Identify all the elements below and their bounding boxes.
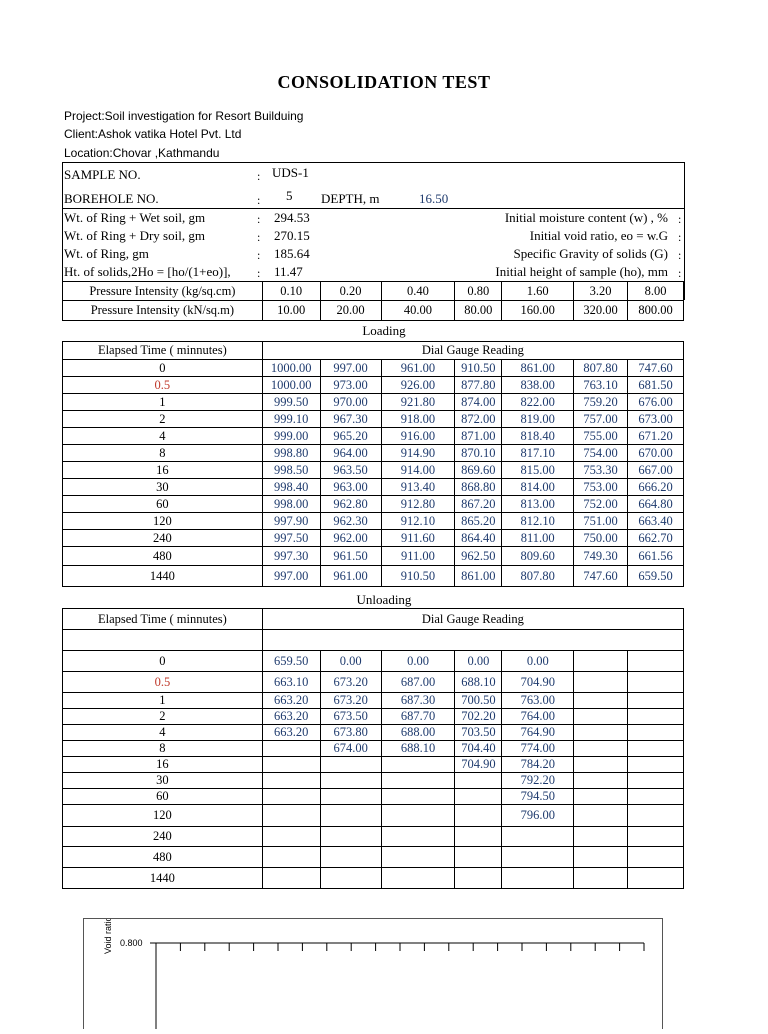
dial-reading: 1000.00 [262,377,320,394]
dial-reading: 664.80 [628,496,684,513]
dial-reading [455,773,502,789]
pressure-kn-value: 80.00 [455,301,502,321]
dial-reading: 0.00 [381,651,455,672]
dial-reading: 751.00 [574,513,628,530]
elapsed-time: 1440 [63,566,263,587]
dial-reading [574,741,628,757]
pressure-kn-row [63,301,684,321]
dial-reading: 872.00 [455,411,502,428]
dial-reading: 965.20 [320,428,381,445]
dial-reading: 861.00 [455,566,502,587]
dial-reading: 997.00 [262,566,320,587]
dial-reading: 663.20 [262,709,320,725]
pressure-kn-value: 800.00 [628,301,684,321]
dial-reading: 812.10 [502,513,574,530]
client-name: Client:Ashok vatika Hotel Pvt. Ltd [64,127,242,141]
dial-reading: 670.00 [628,445,684,462]
pressure-kg-value: 0.40 [381,282,455,301]
dial-reading [574,805,628,827]
dial-reading: 869.60 [455,462,502,479]
param-right-label: Initial moisture content (w) , % [504,210,668,225]
dial-reading [455,805,502,827]
dial-reading: 916.00 [381,428,455,445]
table-row [63,377,684,394]
dial-reading: 918.00 [381,411,455,428]
dial-reading [574,789,628,805]
dial-reading [320,789,381,805]
depth-value: 16.50 [419,191,449,206]
dial-reading [574,651,628,672]
dial-reading: 809.60 [502,547,574,566]
dial-reading [381,827,455,847]
dial-reading: 817.10 [502,445,574,462]
elapsed-time: 2 [63,411,263,428]
elapsed-time: 120 [63,513,263,530]
dial-reading [628,693,684,709]
pressure-kg-value: 1.60 [502,282,574,301]
table-row [63,566,684,587]
loading-header-row [63,342,684,360]
dial-reading: 997.50 [262,530,320,547]
dial-reading [320,805,381,827]
dial-reading [381,773,455,789]
dial-reading: 663.10 [262,672,320,693]
dial-reading: 673.00 [628,411,684,428]
dial-reading [574,725,628,741]
table-row [63,789,684,805]
dial-reading: 964.00 [320,445,381,462]
elapsed-time: 480 [63,547,263,566]
dial-reading [455,789,502,805]
dial-reading: 819.00 [502,411,574,428]
elapsed-time: 16 [63,757,263,773]
chart-frame [83,918,663,1029]
dial-reading [320,827,381,847]
borehole-value: 5 [286,188,293,203]
elapsed-time: 4 [63,725,263,741]
dial-reading: 973.00 [320,377,381,394]
dial-reading: 813.00 [502,496,574,513]
pressure-kn-value: 160.00 [502,301,574,321]
elapsed-time-header: Elapsed Time ( minnutes) [63,342,263,360]
dial-gauge-header: Dial Gauge Reading [262,609,683,630]
dial-reading: 814.00 [502,479,574,496]
dial-reading: 911.60 [381,530,455,547]
elapsed-time: 0 [63,360,263,377]
dial-reading: 962.50 [455,547,502,566]
elapsed-time: 0.5 [63,377,263,394]
dial-reading: 794.50 [502,789,574,805]
pressure-kg-row [63,282,684,301]
dial-reading: 662.70 [628,530,684,547]
dial-reading: 796.00 [502,805,574,827]
dial-reading [628,651,684,672]
pressure-kg-value: 0.80 [455,282,502,301]
dial-reading [574,847,628,868]
pressure-kg-value: 8.00 [628,282,684,301]
dial-reading: 867.20 [455,496,502,513]
dial-reading: 667.00 [628,462,684,479]
dial-reading: 961.50 [320,547,381,566]
dial-reading: 784.20 [502,757,574,773]
dial-reading: 764.00 [502,709,574,725]
dial-reading: 962.80 [320,496,381,513]
sample-value: UDS-1 [272,165,309,180]
dial-reading [455,827,502,847]
elapsed-time: 30 [63,773,263,789]
dial-reading [320,868,381,889]
pressure-kg-label: Pressure Intensity (kg/sq.cm) [63,282,263,301]
dial-reading [628,741,684,757]
dial-reading: 673.20 [320,693,381,709]
pressure-kn-value: 40.00 [381,301,455,321]
dial-reading [502,827,574,847]
dial-reading: 763.00 [502,693,574,709]
dial-reading: 838.00 [502,377,574,394]
dial-reading: 676.00 [628,394,684,411]
table-row [63,805,684,827]
dial-gauge-header: Dial Gauge Reading [262,342,683,360]
param-label: Wt. of Ring, gm [64,246,149,261]
elapsed-time: 60 [63,789,263,805]
dial-reading: 963.50 [320,462,381,479]
dial-reading [628,709,684,725]
chart-ytick-label: 0.800 [120,938,143,948]
param-right-label: Initial height of sample (ho), mm [495,264,668,279]
dial-reading [574,827,628,847]
table-row [63,479,684,496]
dial-reading [320,757,381,773]
pressure-kg-value: 3.20 [574,282,628,301]
dial-reading [502,847,574,868]
void-ratio-chart [84,919,662,1029]
dial-reading [628,868,684,889]
dial-reading: 687.30 [381,693,455,709]
dial-reading: 759.20 [574,394,628,411]
dial-reading: 663.20 [262,725,320,741]
dial-reading: 687.00 [381,672,455,693]
dial-reading: 807.80 [502,566,574,587]
dial-reading: 0.00 [455,651,502,672]
dial-reading: 659.50 [628,566,684,587]
dial-reading: 704.90 [455,757,502,773]
dial-reading: 868.80 [455,479,502,496]
dial-reading: 962.00 [320,530,381,547]
dial-reading [381,868,455,889]
elapsed-time: 0 [63,651,263,672]
table-row [63,725,684,741]
dial-reading: 912.80 [381,496,455,513]
dial-reading: 688.10 [381,741,455,757]
dial-reading: 673.80 [320,725,381,741]
dial-reading: 674.00 [320,741,381,757]
dial-reading: 963.00 [320,479,381,496]
table-row [63,693,684,709]
dial-reading: 865.20 [455,513,502,530]
elapsed-time: 8 [63,741,263,757]
dial-reading [574,757,628,773]
dial-reading: 910.50 [455,360,502,377]
unloading-blank-row [63,630,684,651]
table-row [63,709,684,725]
dial-reading: 912.10 [381,513,455,530]
dial-reading: 914.90 [381,445,455,462]
elapsed-time-header: Elapsed Time ( minnutes) [63,609,263,630]
table-row [63,445,684,462]
dial-reading: 659.50 [262,651,320,672]
dial-reading: 0.00 [502,651,574,672]
dial-reading: 822.00 [502,394,574,411]
dial-reading: 999.50 [262,394,320,411]
dial-reading [381,847,455,868]
dial-reading [628,757,684,773]
table-row [63,757,684,773]
dial-reading: 753.00 [574,479,628,496]
dial-reading [574,709,628,725]
dial-reading: 764.90 [502,725,574,741]
dial-reading [262,868,320,889]
dial-reading [262,827,320,847]
elapsed-time: 2 [63,709,263,725]
dial-reading: 861.00 [502,360,574,377]
dial-reading: 962.30 [320,513,381,530]
dial-reading [381,789,455,805]
dial-reading: 663.40 [628,513,684,530]
dial-reading: 999.00 [262,428,320,445]
param-value: 11.47 [274,264,303,279]
dial-reading: 763.10 [574,377,628,394]
table-row [63,547,684,566]
pressure-kn-value: 20.00 [320,301,381,321]
dial-reading: 961.00 [320,566,381,587]
dial-reading [455,847,502,868]
table-row [63,496,684,513]
table-row [63,530,684,547]
divider [62,208,684,209]
pressure-kg-value: 0.20 [320,282,381,301]
dial-reading: 774.00 [502,741,574,757]
dial-reading [628,789,684,805]
table-row [63,868,684,889]
elapsed-time: 1440 [63,868,263,889]
dial-reading: 688.00 [381,725,455,741]
pressure-kn-value: 10.00 [262,301,320,321]
param-label: Wt. of Ring + Dry soil, gm [64,228,205,243]
elapsed-time: 240 [63,827,263,847]
pressure-kn-value: 320.00 [574,301,628,321]
dial-reading: 752.00 [574,496,628,513]
dial-reading: 921.80 [381,394,455,411]
dial-reading [628,725,684,741]
elapsed-time: 240 [63,530,263,547]
unloading-caption: Unloading [356,592,412,607]
dial-reading [262,773,320,789]
page-title: CONSOLIDATION TEST [277,72,491,92]
dial-reading [381,805,455,827]
dial-reading [320,773,381,789]
dial-reading: 998.50 [262,462,320,479]
dial-reading [628,672,684,693]
pressure-kg-value: 0.10 [262,282,320,301]
dial-reading: 998.80 [262,445,320,462]
left-border [62,162,63,300]
dial-reading [455,868,502,889]
dial-reading: 997.90 [262,513,320,530]
table-row [63,651,684,672]
dial-reading: 874.00 [455,394,502,411]
dial-reading: 999.10 [262,411,320,428]
dial-reading: 688.10 [455,672,502,693]
depth-label: DEPTH, m [321,191,380,206]
param-right-label: Specific Gravity of solids (G) [513,246,668,261]
dial-reading: 870.10 [455,445,502,462]
dial-reading: 755.00 [574,428,628,445]
elapsed-time: 16 [63,462,263,479]
table-row [63,672,684,693]
dial-reading: 671.20 [628,428,684,445]
dial-reading: 663.20 [262,693,320,709]
dial-reading [628,827,684,847]
elapsed-time: 4 [63,428,263,445]
dial-reading [574,672,628,693]
dial-reading [381,757,455,773]
dial-reading: 704.40 [455,741,502,757]
dial-reading: 661.56 [628,547,684,566]
table-row [63,513,684,530]
param-value: 270.15 [274,228,310,243]
dial-reading [628,847,684,868]
dial-reading: 911.00 [381,547,455,566]
dial-reading: 877.80 [455,377,502,394]
sample-label: SAMPLE NO. [64,167,141,182]
dial-reading: 0.00 [320,651,381,672]
dial-reading: 747.60 [628,360,684,377]
dial-reading [262,805,320,827]
table-row [63,462,684,479]
table-row [63,428,684,445]
project-name: Project:Soil investigation for Resort Builduing [64,109,304,123]
right-border [684,162,685,300]
table-row [63,741,684,757]
dial-reading: 681.50 [628,377,684,394]
dial-reading [502,868,574,889]
dial-reading [628,805,684,827]
param-value: 185.64 [274,246,310,261]
table-row [63,773,684,789]
dial-reading: 998.40 [262,479,320,496]
dial-reading: 700.50 [455,693,502,709]
dial-reading [574,693,628,709]
dial-reading: 673.20 [320,672,381,693]
dial-reading [574,773,628,789]
dial-reading [574,868,628,889]
loading-caption: Loading [362,323,406,338]
dial-reading: 702.20 [455,709,502,725]
dial-reading: 807.80 [574,360,628,377]
dial-reading: 747.60 [574,566,628,587]
dial-reading: 910.50 [381,566,455,587]
table-row [63,827,684,847]
dial-reading: 818.40 [502,428,574,445]
chart-ylabel: Void ratio, e [103,919,113,954]
param-right-label: Initial void ratio, eo = w.G [529,228,668,243]
divider [62,162,684,163]
dial-reading: 871.00 [455,428,502,445]
dial-reading: 815.00 [502,462,574,479]
dial-reading [262,789,320,805]
table-row [63,411,684,428]
dial-reading: 997.30 [262,547,320,566]
dial-reading [628,773,684,789]
dial-reading: 967.30 [320,411,381,428]
param-value: 294.53 [274,210,310,225]
elapsed-time: 1 [63,693,263,709]
unloading-header-row [63,609,684,630]
dial-reading: 750.00 [574,530,628,547]
dial-reading: 914.00 [381,462,455,479]
dial-reading: 926.00 [381,377,455,394]
pressure-table [62,281,684,321]
elapsed-time: 30 [63,479,263,496]
dial-reading: 997.00 [320,360,381,377]
dial-reading: 757.00 [574,411,628,428]
dial-reading: 961.00 [381,360,455,377]
pressure-kn-label: Pressure Intensity (kN/sq.m) [63,301,263,321]
dial-reading: 753.30 [574,462,628,479]
elapsed-time: 0.5 [63,672,263,693]
chart-ticks [156,943,644,951]
dial-reading: 754.00 [574,445,628,462]
loading-table [62,341,684,587]
dial-reading: 703.50 [455,725,502,741]
elapsed-time: 8 [63,445,263,462]
dial-reading: 749.30 [574,547,628,566]
table-row [63,360,684,377]
dial-reading: 687.70 [381,709,455,725]
unloading-table [62,608,684,889]
dial-reading: 1000.00 [262,360,320,377]
dial-reading: 864.40 [455,530,502,547]
table-row [63,394,684,411]
table-row [63,847,684,868]
dial-reading: 998.00 [262,496,320,513]
location: Location:Chovar ,Kathmandu [64,146,220,160]
elapsed-time: 60 [63,496,263,513]
dial-reading [262,741,320,757]
dial-reading: 666.20 [628,479,684,496]
elapsed-time: 1 [63,394,263,411]
elapsed-time: 480 [63,847,263,868]
dial-reading [320,847,381,868]
param-label: Wt. of Ring + Wet soil, gm [64,210,206,225]
elapsed-time: 120 [63,805,263,827]
dial-reading: 792.20 [502,773,574,789]
dial-reading: 704.90 [502,672,574,693]
dial-reading: 811.00 [502,530,574,547]
dial-reading [262,847,320,868]
param-label: Ht. of solids,2Ho = [ho/(1+eo)], [64,264,231,279]
dial-reading [262,757,320,773]
dial-reading: 913.40 [381,479,455,496]
dial-reading: 673.50 [320,709,381,725]
borehole-label: BOREHOLE NO. [64,191,159,206]
dial-reading: 970.00 [320,394,381,411]
